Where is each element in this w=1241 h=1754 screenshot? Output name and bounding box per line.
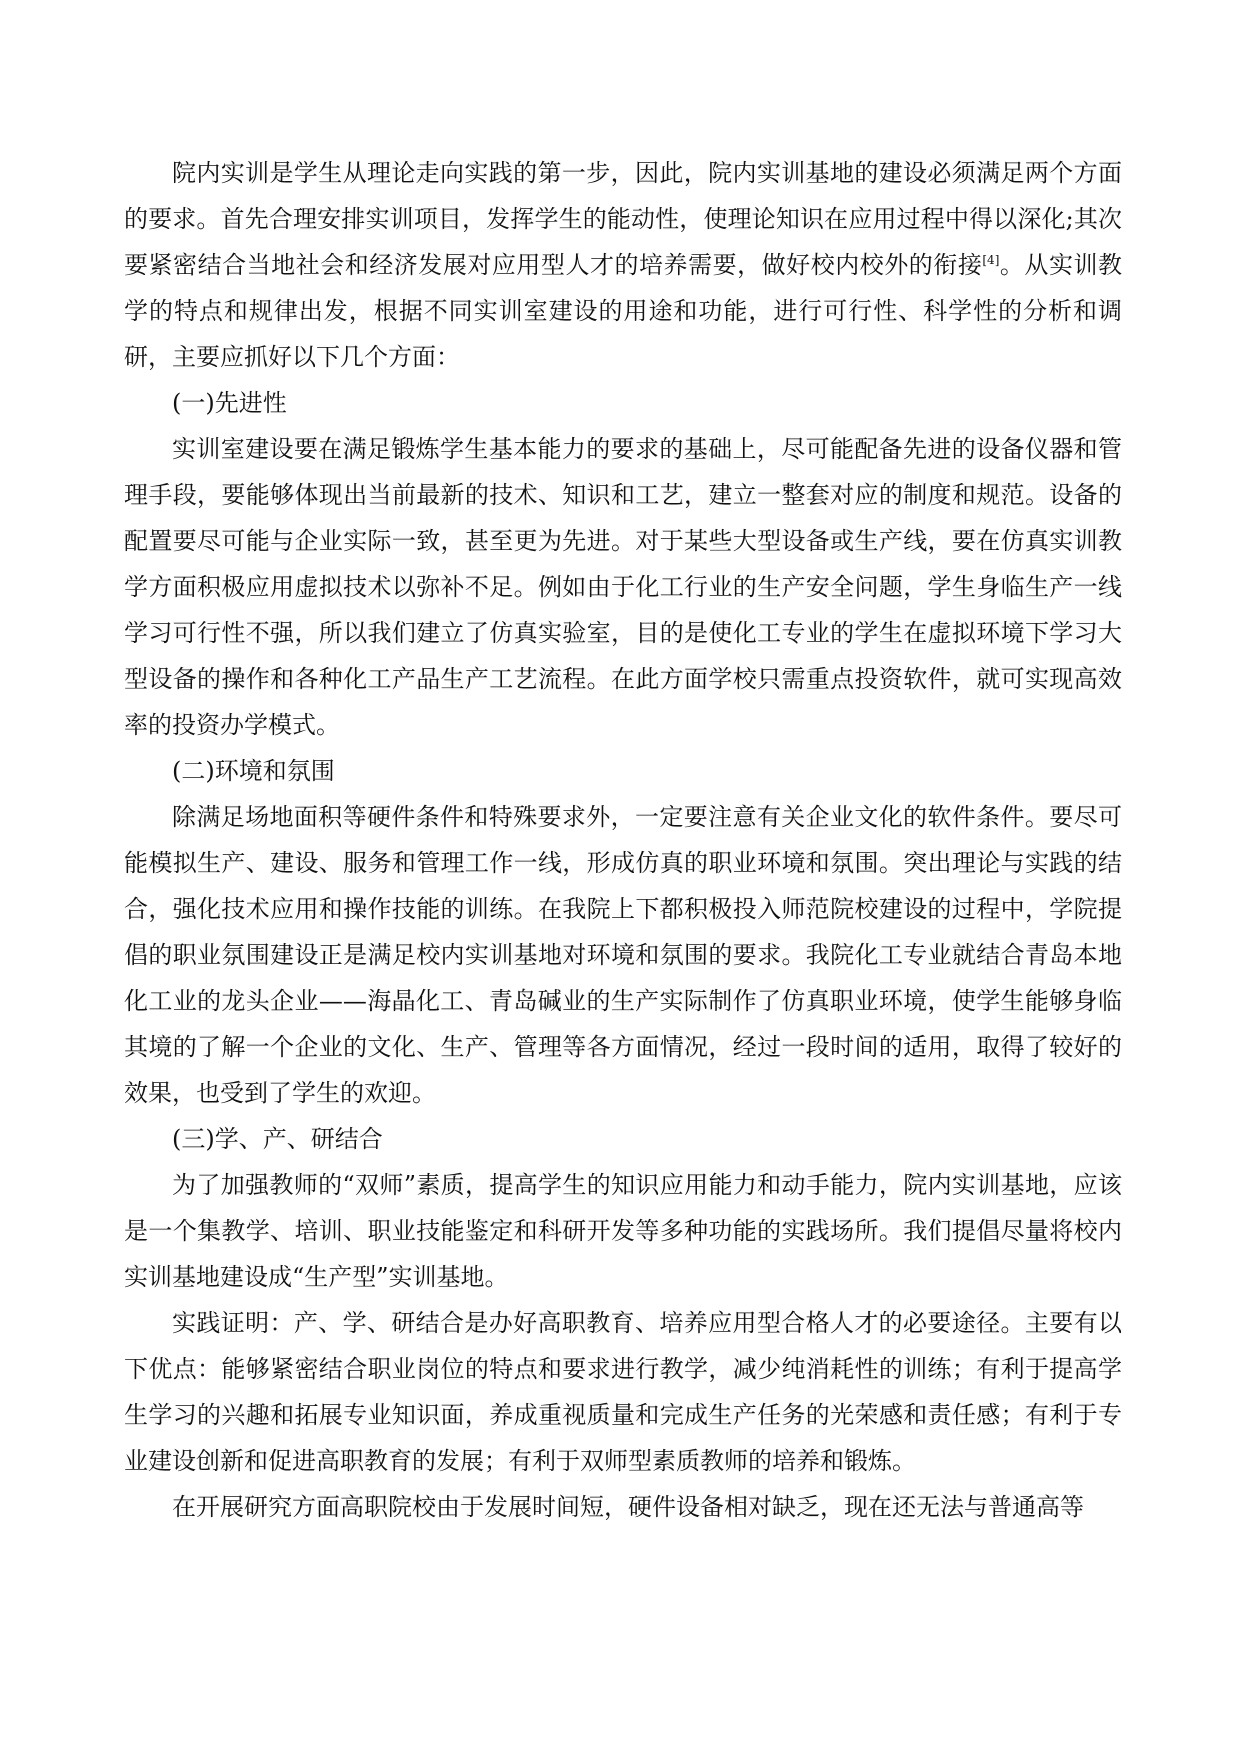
paragraph-advanced: 实训室建设要在满足锻炼学生基本能力的要求的基础上，尽可能配备先进的设备仪器和管理手段，要能够体现出当前最新的技术、知识和工艺，建立一整套对应的制度和规范。设备的配置要尽可能与企业实际一致，甚至更为先进。对于某些大型设备或生产线，要在仿真实训教学方面积极应用虚拟技术以弥补不足。例如由于化工行业的生产安全问题，学生身临生产一线学习可行性不强，所以我们建立了仿真实验室，目的是使化工专业的学生在虚拟环境下学习大型设备的操作和各种化工产品生产工艺流程。在此方面学校只需重点投资软件，就可实现高效率的投资办学模式。 bbox=[124, 435, 1122, 739]
paragraph-integration: 为了加强教师的“双师”素质，提高学生的知识应用能力和动手能力，院内实训基地，应该是一个集教学、培训、职业技能鉴定和科研开发等多种功能的实践场所。我们提倡尽量将校内实训基地建设成“生产型”实训基地。 bbox=[124, 1171, 1122, 1291]
section-heading-environment: (二)环境和氛围 bbox=[172, 757, 335, 785]
paragraph-intro-text-after: 。从实训教学的特点和规律出发，根据不同实训室建设的用途和功能，进行可行性、科学性的分析和调研，主要应抓好以下几个方面： bbox=[124, 251, 1122, 371]
paragraph-intro bbox=[124, 150, 1122, 380]
document-body bbox=[124, 150, 1122, 1530]
section-heading-integration: (三)学、产、研结合 bbox=[172, 1125, 383, 1153]
paragraph-environment: 除满足场地面积等硬件条件和特殊要求外，一定要注意有关企业文化的软件条件。要尽可能模拟生产、建设、服务和管理工作一线，形成仿真的职业环境和氛围。突出理论与实践的结合，强化技术应用和操作技能的训练。在我院上下都积极投入师范院校建设的过程中，学院提倡的职业氛围建设正是满足校内实训基地对环境和氛围的要求。我院化工专业就结合青岛本地化工业的龙头企业——海晶化工、青岛碱业的生产实际制作了仿真职业环境，使学生能够身临其境的了解一个企业的文化、生产、管理等各方面情况，经过一段时间的适用，取得了较好的效果，也受到了学生的欢迎。 bbox=[124, 803, 1122, 1107]
paragraph-practice: 实践证明：产、学、研结合是办好高职教育、培养应用型合格人才的必要途径。主要有以下优点：能够紧密结合职业岗位的特点和要求进行教学，减少纯消耗性的训练；有利于提高学生学习的兴趣和拓展专业知识面，养成重视质量和完成生产任务的光荣感和责任感；有利于专业建设创新和促进高职教育的发展；有利于双师型素质教师的培养和锻炼。 bbox=[124, 1309, 1122, 1475]
paragraph-intro-text: 院内实训是学生从理论走向实践的第一步，因此，院内实训基地的建设必须满足两个方面的要求。首先合理安排实训项目，发挥学生的能动性，使理论知识在应用过程中得以深化;其次要紧密结合当地社会和经济发展对应用型人才的培养需要，做好校内校外的衔接 bbox=[124, 159, 1122, 279]
section-heading-advanced: (一)先进性 bbox=[172, 389, 287, 417]
paragraph-research: 在开展研究方面高职院校由于发展时间短，硬件设备相对缺乏，现在还无法与普通高等 bbox=[172, 1493, 1084, 1521]
citation-marker: [4] bbox=[982, 253, 1000, 267]
